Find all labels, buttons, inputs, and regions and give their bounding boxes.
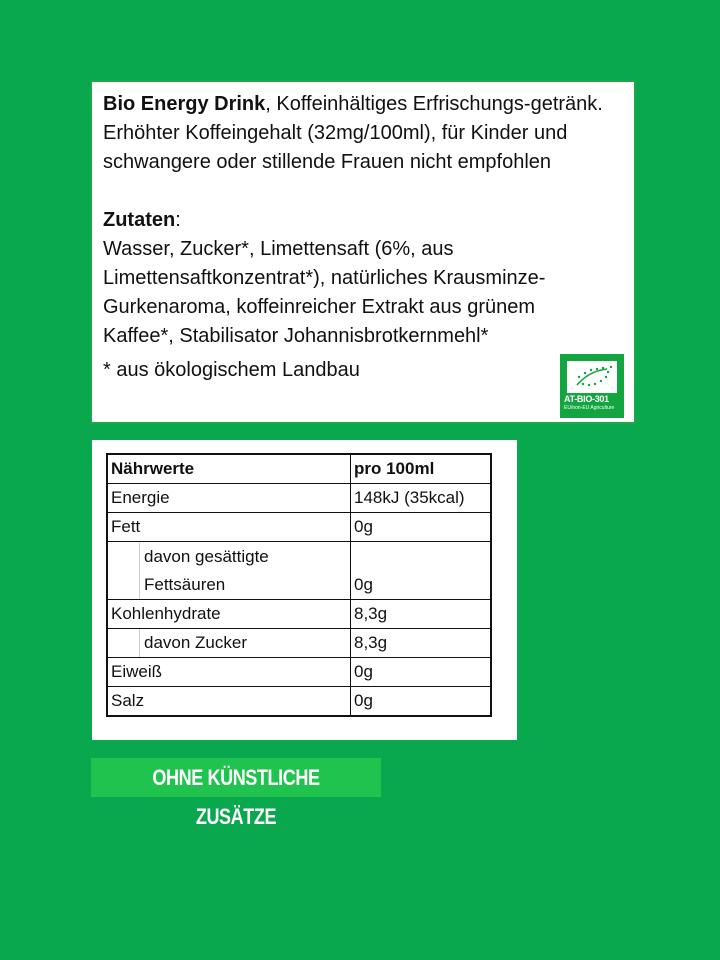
table-row — [107, 658, 491, 687]
nutrient-label: Energie — [107, 484, 351, 513]
table-header-row — [107, 454, 491, 484]
nutrient-label: Eiweiß — [107, 658, 351, 687]
column-header-per-100ml: pro 100ml — [351, 454, 492, 484]
ingredients-heading: Zutaten — [103, 209, 176, 231]
nutrient-value: 8,3g — [351, 600, 492, 629]
product-description-text: , Koffeinhältiges Erfrischungs-getränk. Erhöhter Koffeingehalt (32mg/100ml), für Kinder und schwangere oder stillende Frauen nicht empfohlen — [103, 93, 603, 173]
nutrient-value: 8,3g — [351, 629, 492, 658]
product-description — [103, 90, 624, 177]
product-name: Bio Energy Drink — [103, 93, 266, 115]
nutrient-value: 0g — [351, 658, 492, 687]
nutrient-value: 0g — [351, 687, 492, 717]
nutrient-label: Fett — [107, 513, 351, 542]
product-info-box — [90, 80, 636, 424]
ingredients-list: Wasser, Zucker*, Limettensaft (6%, aus Limettensaftkonzentrat*), natürliches Krausminze-Gurkenaroma, koffeinreicher Extrakt aus grünem Kaffee*, Stabilisator Johannisbrotkernmehl* — [103, 238, 546, 347]
table-row — [107, 484, 491, 513]
bio-agriculture-text: EU/non-EU Agriculture — [564, 405, 615, 411]
nutrient-value: 0g — [351, 542, 492, 600]
ingredients-footnote: * aus ökologischem Landbau — [103, 359, 360, 381]
no-artificial-additives-banner — [91, 758, 381, 829]
column-header-nutrient: Nährwerte — [107, 454, 351, 484]
table-row — [107, 600, 491, 629]
nutrition-card — [92, 440, 517, 740]
table-row — [107, 687, 491, 717]
table-row — [107, 513, 491, 542]
eu-organic-logo — [560, 354, 624, 418]
nutrient-label: davon gesättigte Fettsäuren — [107, 542, 351, 600]
ingredients-heading-line: Zutaten: — [103, 209, 181, 231]
nutrient-label: davon Zucker — [107, 629, 351, 658]
nutrient-value: 148kJ (35kcal) — [351, 484, 492, 513]
bio-control-code: AT-BIO-301 — [564, 394, 609, 404]
nutrient-label: Kohlenhydrate — [107, 600, 351, 629]
nutrient-value: 0g — [351, 513, 492, 542]
banner-text: OHNE KÜNSTLICHE ZUSÄTZE — [152, 765, 320, 829]
table-row — [107, 542, 491, 600]
eu-organic-leaf-icon — [567, 361, 617, 393]
nutrient-label: Salz — [107, 687, 351, 717]
nutrition-table — [106, 453, 492, 717]
table-row — [107, 629, 491, 658]
